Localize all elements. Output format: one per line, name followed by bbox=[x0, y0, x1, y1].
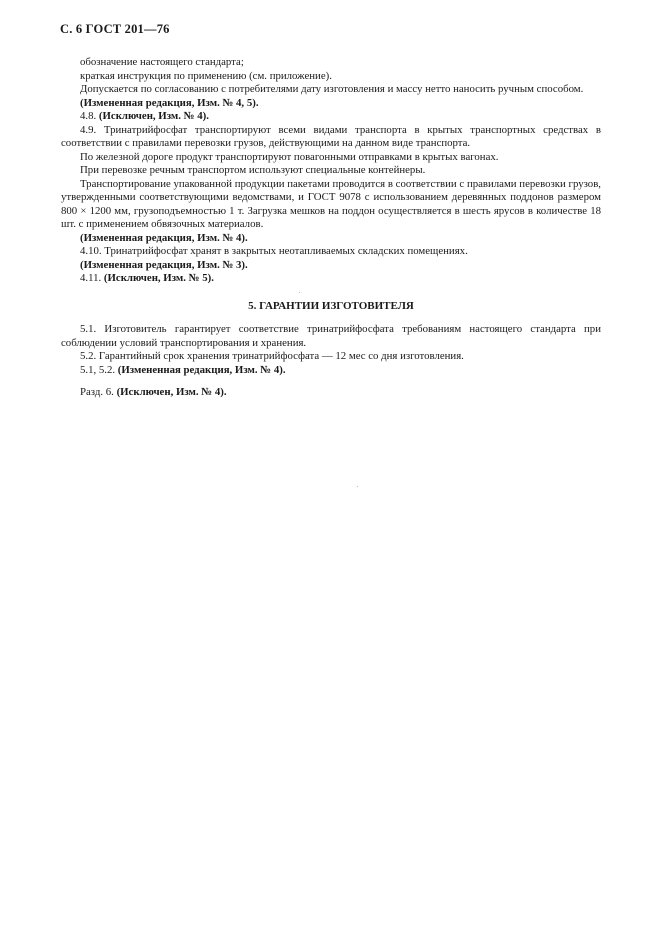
clause-number: 5.1, 5.2. bbox=[80, 363, 118, 376]
note-bold: (Исключен, Изм. № 5). bbox=[103, 272, 214, 284]
clause-4-11 bbox=[61, 272, 601, 286]
paragraph: При перевозке речным транспортом используют специальные контейнеры. bbox=[80, 164, 426, 176]
note-bold: (Измененная редакция, Изм. № 4, 5). bbox=[80, 96, 259, 109]
clause-number: 4.11. bbox=[80, 272, 104, 284]
scan-speck bbox=[357, 486, 358, 487]
document-body bbox=[61, 56, 601, 400]
paragraph: По железной дороге продукт транспортируют повагонными отправками в крытых вагонах. bbox=[80, 150, 499, 163]
paragraph: Допускается по согласованию с потребителями дату изготовления и массу нетто наносить ручным способом. bbox=[80, 83, 584, 95]
page-header: С. 6 ГОСТ 201—76 bbox=[60, 22, 170, 36]
spacer bbox=[61, 377, 601, 386]
note-bold: (Измененная редакция, Изм. № 4). bbox=[117, 363, 286, 376]
amendment-note bbox=[61, 232, 601, 246]
note-bold: (Исключен, Изм. № 4). bbox=[116, 386, 227, 398]
clause-5-1: 5.1. Изготовитель гарантирует соответствие тринатрийфосфата требованиям настоящего стандарта при соблюдении условий транспортирования и хранения. bbox=[61, 323, 601, 349]
section-heading: 5. ГАРАНТИИ ИЗГОТОВИТЕЛЯ bbox=[248, 299, 414, 312]
section-6-note bbox=[61, 386, 601, 400]
clause-5-2: 5.2. Гарантийный срок хранения тринатрийфосфата — 12 мес со дня изготовления. bbox=[80, 350, 464, 362]
amendment-note bbox=[61, 97, 601, 111]
clause-number: 4.8. bbox=[80, 110, 99, 122]
scan-speck bbox=[299, 292, 300, 293]
clause-number: Разд. 6. bbox=[80, 386, 117, 398]
amendment-note bbox=[61, 364, 601, 378]
clause-4-10: 4.10. Тринатрийфосфат хранят в закрытых неотапливаемых складских помещениях. bbox=[80, 245, 468, 257]
paragraph: Транспортирование упакованной продукции пакетами проводится в соответствии с правилами перевозки грузов, утвержденными соответствующими ведомствами, и ГОСТ 9078 с использованием деревянных поддонов размером 800 × 1200 мм, грузоподъемностью 1 т. Загрузка мешков на поддон осуществляется в шесть ярусов в количестве 18 шт. с применением обвязочных материалов. bbox=[61, 177, 601, 230]
clause-4-9: 4.9. Тринатрийфосфат транспортируют всеми видами транспорта в крытых транспортных средствах в соответствии с правилами перевозки грузов, действующими на данном виде транспорта. bbox=[61, 123, 601, 149]
note-bold: (Исключен, Изм. № 4). bbox=[98, 110, 209, 122]
amendment-note bbox=[61, 259, 601, 273]
paragraph: краткая инструкция по применению (см. приложение). bbox=[80, 69, 332, 82]
paragraph: обозначение настоящего стандарта; bbox=[80, 56, 244, 68]
note-bold: (Измененная редакция, Изм. № 4). bbox=[80, 231, 248, 244]
note-bold: (Измененная редакция, Изм. № 3). bbox=[80, 258, 248, 271]
clause-4-8 bbox=[61, 110, 601, 124]
